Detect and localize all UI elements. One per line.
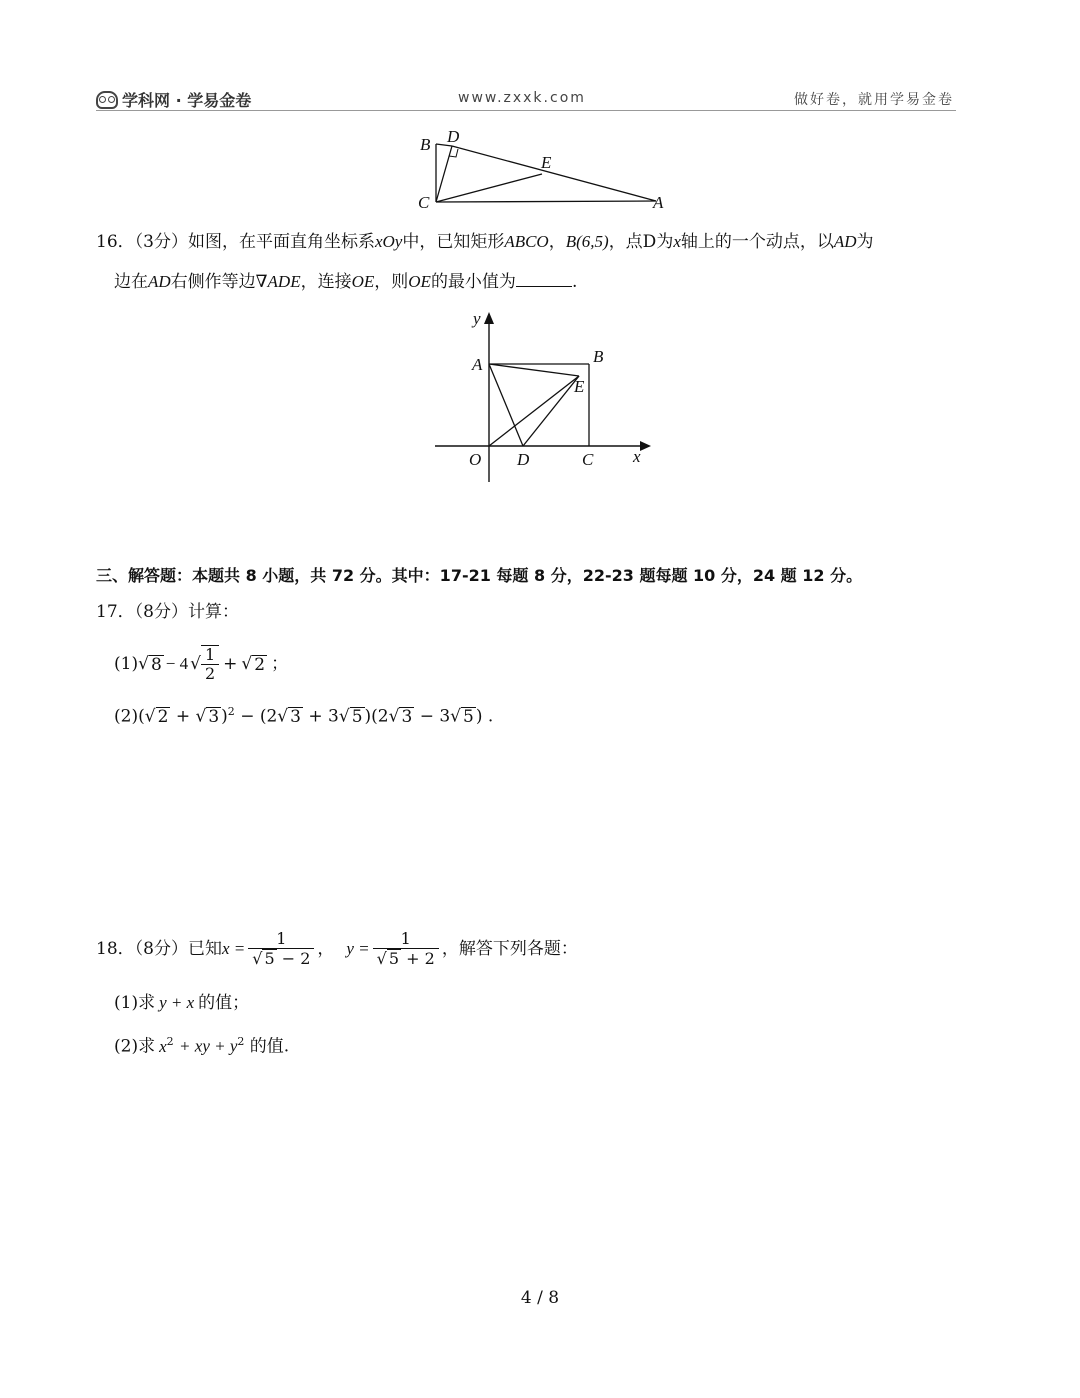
q16-line1: 16．（3分）如图，在平面直角坐标系xOy中，已知矩形ABCO，B(6,5)，点D为x轴上的一个动点，以AD为	[96, 232, 874, 252]
q17-title: 17．（8分）计算：	[96, 602, 239, 622]
header-logo	[96, 88, 251, 111]
label-d: D	[447, 127, 460, 146]
label-x: x	[633, 447, 641, 466]
label-c: C	[418, 193, 430, 212]
figure-q15	[410, 126, 680, 214]
label-o: O	[469, 450, 482, 469]
label-e: E	[574, 377, 585, 396]
label-b: B	[593, 347, 604, 366]
label-a: A	[653, 193, 664, 212]
header-slogan: 做好卷，就用学易金卷	[794, 92, 954, 108]
label-a: A	[472, 355, 483, 374]
fraction-y: $\frac{1}{√ 5 + 2}$	[373, 930, 439, 968]
segment-ad	[489, 364, 523, 446]
fraction-x: $\frac{1}{√ 5 - 2}$	[248, 930, 314, 968]
label-c: C	[582, 450, 594, 469]
segment-ca	[436, 201, 656, 202]
q17-part2: (2)(√ 2 + √ 3 )$^2$ − (2√ 3 + 3√ 5 )(2√ 3 − 3√ 5 ) .	[114, 705, 494, 727]
fraction-one-half: $\frac{1}{2}$	[201, 646, 219, 683]
segment-de	[523, 376, 579, 446]
segment-oe	[489, 376, 579, 446]
q18-part2: (2)求 $x^2$ + xy + $y^2$ 的值.	[114, 1035, 290, 1057]
q16-line2: 边在AD右侧作等边∇ADE，连接OE，则OE的最小值为 .	[114, 272, 578, 292]
header-url: www.zxxk.com	[458, 90, 586, 106]
page-number: 4 / 8	[520, 1288, 560, 1308]
label-b: B	[420, 135, 431, 154]
segment-cd	[436, 146, 452, 202]
segment-ce	[436, 174, 542, 202]
owl-logo-icon	[96, 91, 118, 109]
label-d: D	[517, 450, 530, 469]
segment-ae	[489, 364, 579, 376]
q18-stem: 18．（8分）已知 x = $\frac{1}{√ 5 - 2}$ ， y = $\frac{1}{√ 5 + 2}$ ，解答下列各题：	[96, 929, 578, 968]
label-e: E	[541, 153, 552, 172]
label-y: y	[473, 309, 481, 328]
segment-da	[452, 146, 656, 201]
q17-part1: (1) √ 8 − 4 √ $\frac{1}{2}$ + √ 2 ；	[114, 645, 289, 683]
section3-heading: 三、解答题：本题共 8 小题，共 72 分。其中：17-21 每题 8 分，22-23 题每题 10 分，24 题 12 分。	[96, 566, 863, 585]
figure-q16	[425, 300, 660, 490]
answer-blank	[516, 270, 572, 287]
logo-text: 学科网 · 学易金卷	[122, 91, 252, 110]
x-axis-arrow-icon	[640, 441, 651, 451]
q18-part1: (1)求 y + x 的值；	[114, 993, 250, 1013]
header-divider	[96, 110, 956, 111]
y-axis-arrow-icon	[484, 312, 494, 324]
